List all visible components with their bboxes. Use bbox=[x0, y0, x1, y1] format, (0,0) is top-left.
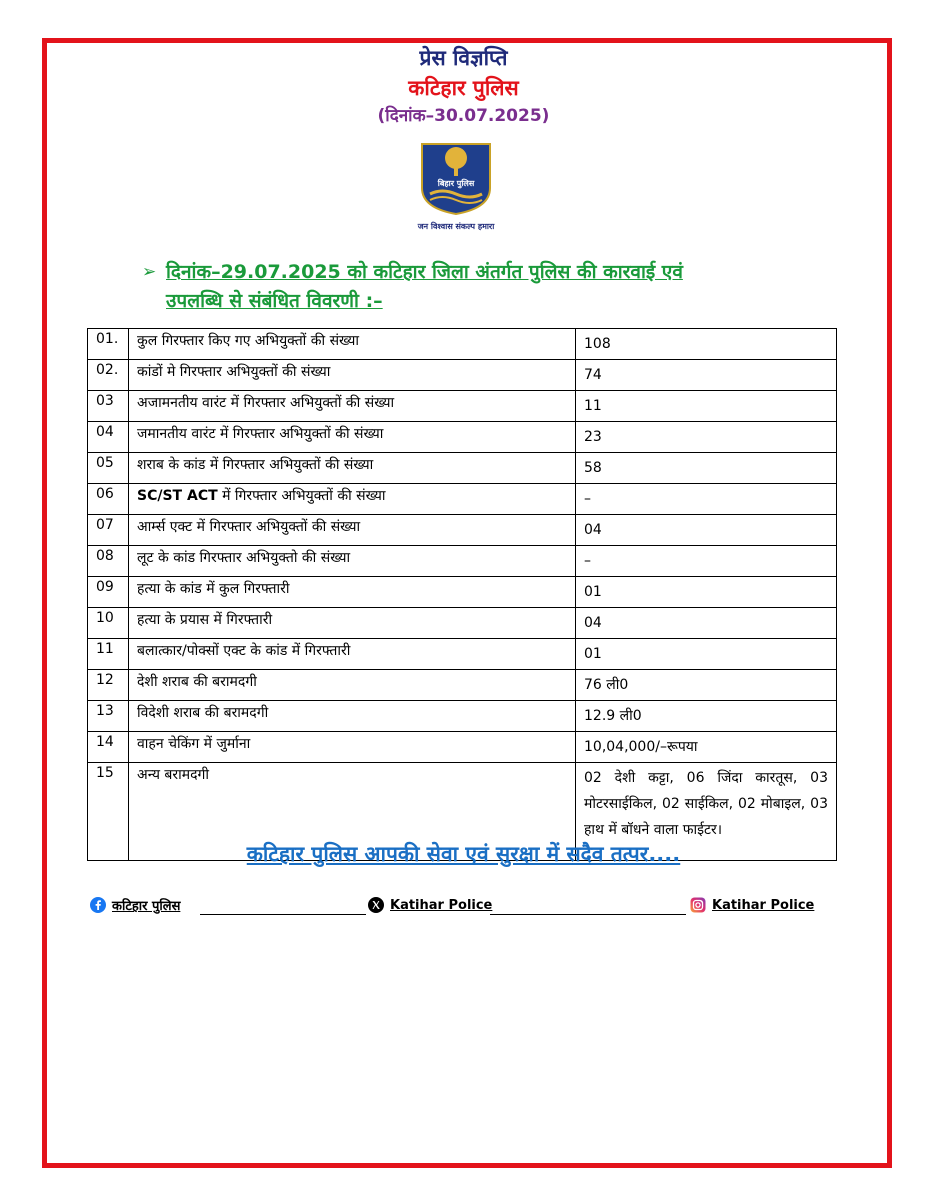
twitter-link[interactable] bbox=[368, 895, 492, 915]
table-row bbox=[88, 577, 837, 608]
table-row bbox=[88, 670, 837, 701]
table-row bbox=[88, 732, 837, 763]
press-release-title: प्रेस विज्ञप्ति bbox=[419, 46, 508, 70]
row-description: जमानतीय वारंट में गिरफ्तार अभियुक्तों की संख्या bbox=[129, 422, 576, 453]
table-row bbox=[88, 422, 837, 453]
logo-motto: जन विश्वास संकल्प हमारा bbox=[417, 222, 495, 231]
table-row bbox=[88, 391, 837, 422]
row-description: कांडों मे गिरफ्तार अभियुक्तों की संख्या bbox=[129, 360, 576, 391]
table-row bbox=[88, 701, 837, 732]
facebook-underline bbox=[200, 914, 366, 915]
row-value: 76 ली0 bbox=[576, 670, 837, 701]
row-description: अजामनतीय वारंट में गिरफ्तार अभियुक्तों की संख्या bbox=[129, 391, 576, 422]
row-value: – bbox=[576, 484, 837, 515]
heading-line-1: दिनांक–29.07.2025 को कटिहार जिला अंतर्गत पुलिस की कारवाई एवं bbox=[166, 261, 683, 283]
row-serial: 03 bbox=[88, 391, 129, 422]
table-row bbox=[88, 360, 837, 391]
row-serial: 15 bbox=[88, 763, 129, 861]
twitter-label: Katihar Police bbox=[390, 897, 493, 913]
table-row bbox=[88, 608, 837, 639]
x-icon bbox=[368, 897, 384, 913]
table-row bbox=[88, 453, 837, 484]
row-description: वाहन चेकिंग में जुर्माना bbox=[129, 732, 576, 763]
row-description bbox=[129, 484, 576, 515]
logo-text: बिहार पुलिस bbox=[437, 179, 475, 188]
instagram-icon bbox=[690, 897, 706, 913]
act-name: SC/ST ACT bbox=[137, 488, 218, 504]
row-serial: 12 bbox=[88, 670, 129, 701]
row-serial: 06 bbox=[88, 484, 129, 515]
row-serial: 14 bbox=[88, 732, 129, 763]
row-description: बलात्कार/पोक्सों एक्ट के कांड में गिरफ्तारी bbox=[129, 639, 576, 670]
row-value: 04 bbox=[576, 608, 837, 639]
row-value: 04 bbox=[576, 515, 837, 546]
row-description: शराब के कांड में गिरफ्तार अभियुक्तों की संख्या bbox=[129, 453, 576, 484]
row-description: कुल गिरफ्तार किए गए अभियुक्तों की संख्या bbox=[129, 329, 576, 360]
row-value: 108 bbox=[576, 329, 837, 360]
table-row bbox=[88, 329, 837, 360]
row-description: हत्या के कांड में कुल गिरफ्तारी bbox=[129, 577, 576, 608]
row-serial: 04 bbox=[88, 422, 129, 453]
description-text: में गिरफ्तार अभियुक्तों की संख्या bbox=[222, 488, 386, 504]
row-value: 01 bbox=[576, 577, 837, 608]
bihar-police-logo bbox=[418, 142, 494, 216]
row-serial: 09 bbox=[88, 577, 129, 608]
row-serial: 01. bbox=[88, 329, 129, 360]
row-description: विदेशी शराब की बरामदगी bbox=[129, 701, 576, 732]
facebook-link[interactable] bbox=[90, 895, 180, 915]
row-serial: 02. bbox=[88, 360, 129, 391]
table-row bbox=[88, 515, 837, 546]
row-description: देशी शराब की बरामदगी bbox=[129, 670, 576, 701]
row-serial: 08 bbox=[88, 546, 129, 577]
instagram-link[interactable] bbox=[690, 895, 814, 915]
row-value: 12.9 ली0 bbox=[576, 701, 837, 732]
org-name: कटिहार पुलिस bbox=[408, 76, 519, 100]
row-value: 23 bbox=[576, 422, 837, 453]
row-serial: 11 bbox=[88, 639, 129, 670]
facebook-icon bbox=[90, 897, 106, 913]
twitter-underline bbox=[490, 914, 686, 915]
tagline: कटिहार पुलिस आपकी सेवा एवं सुरक्षा में सदैव तत्पर.... bbox=[246, 842, 681, 866]
row-serial: 13 bbox=[88, 701, 129, 732]
table-row bbox=[88, 484, 837, 515]
instagram-label: Katihar Police bbox=[712, 897, 815, 913]
row-value: 11 bbox=[576, 391, 837, 422]
row-value: 74 bbox=[576, 360, 837, 391]
row-description: अन्य बरामदगी bbox=[129, 763, 576, 861]
row-serial: 05 bbox=[88, 453, 129, 484]
row-description: हत्या के प्रयास में गिरफ्तारी bbox=[129, 608, 576, 639]
arrow-bullet-icon: ➢ bbox=[142, 262, 157, 282]
action-details-table bbox=[87, 328, 837, 861]
release-date: (दिनांक–30.07.2025) bbox=[377, 106, 550, 126]
heading-line-2: उपलब्धि से संबंधित विवरणी :– bbox=[166, 290, 383, 312]
row-description: आर्म्स एक्ट में गिरफ्तार अभियुक्तों की संख्या bbox=[129, 515, 576, 546]
row-value: – bbox=[576, 546, 837, 577]
row-value: 02 देशी कट्टा, 06 जिंदा कारतूस, 03 मोटरसाईकिल, 02 साईकिल, 02 मोबाइल, 03 हाथ में बॉधने वाला फाईटर। bbox=[576, 763, 837, 861]
row-serial: 07 bbox=[88, 515, 129, 546]
row-description: लूट के कांड गिरफ्तार अभियुक्तो की संख्या bbox=[129, 546, 576, 577]
row-value: 10,04,000/–रूपया bbox=[576, 732, 837, 763]
facebook-label: कटिहार पुलिस bbox=[112, 899, 181, 914]
row-value: 58 bbox=[576, 453, 837, 484]
row-serial: 10 bbox=[88, 608, 129, 639]
row-value: 01 bbox=[576, 639, 837, 670]
table-row bbox=[88, 639, 837, 670]
table-row bbox=[88, 546, 837, 577]
